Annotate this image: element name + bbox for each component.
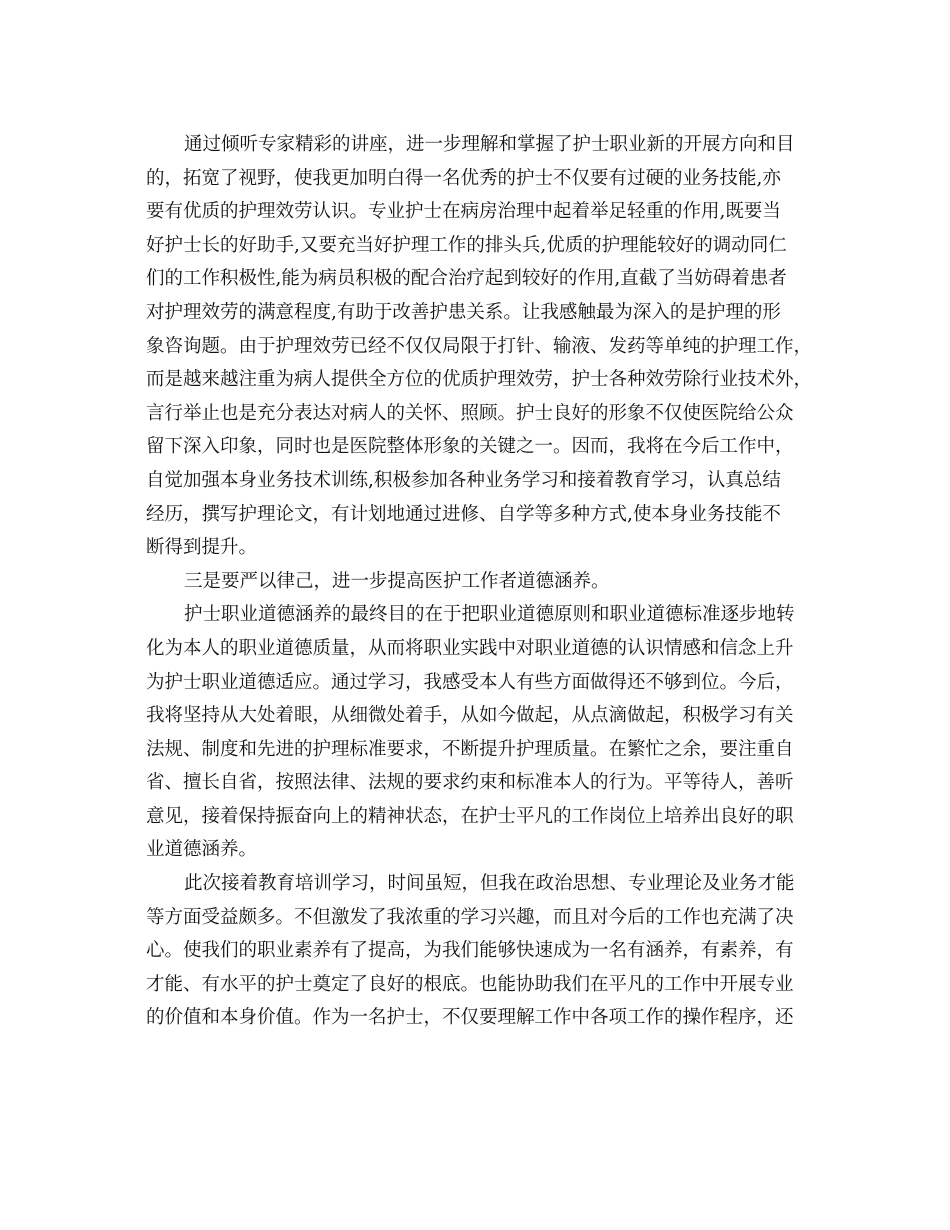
text-line: 心。使我们的职业素养有了提高，为我们能够快速成为一名有涵养，有素养，有 bbox=[146, 940, 794, 962]
text-line: 要有优质的护理效劳认识。专业护士在病房治理中起着举足轻重的作用,既要当 bbox=[146, 201, 781, 223]
text-line: 而是越来越注重为病人提供全方位的优质护理效劳，护士各种效劳除行业技术外， bbox=[146, 369, 813, 391]
document-body bbox=[146, 128, 812, 1035]
text-line: 此次接着教育培训学习，时间虽短，但我在政治思想、专业理论及业务才能 bbox=[184, 873, 795, 895]
text-line: 化为本人的职业道德质量，从而将职业实践中对职业道德的认识情感和信念上升 bbox=[146, 637, 794, 659]
text-line: 的，拓宽了视野，使我更加明白得一名优秀的护士不仅要有过硬的业务技能,亦 bbox=[146, 167, 781, 189]
text-line: 好护士长的好助手,又要充当好护理工作的排头兵,优质的护理能较好的调动同仁 bbox=[146, 234, 787, 256]
text-line: 对护理效劳的满意程度,有助于改善护患关系。让我感触最为深入的是护理的形 bbox=[146, 301, 781, 323]
text-line: 等方面受益颇多。不但激发了我浓重的学习兴趣，而且对今后的工作也充满了决 bbox=[146, 906, 794, 928]
paragraph-3 bbox=[146, 598, 812, 867]
text-line: 我将坚持从大处着眼，从细微处着手，从如今做起，从点滴做起，积极学习有关 bbox=[146, 705, 794, 727]
text-line: 才能、有水平的护士奠定了良好的根底。也能协助我们在平凡的工作中开展专业 bbox=[146, 973, 794, 995]
text-line: 为护士职业道德适应。通过学习，我感受本人有些方面做得还不够到位。今后， bbox=[146, 671, 794, 693]
text-line: 经历，撰写护理论文，有计划地通过进修、自学等多种方式,使本身业务技能不 bbox=[146, 503, 781, 525]
text-line: 护士职业道德涵养的最终目的在于把职业道德原则和职业道德标准逐步地转 bbox=[184, 604, 795, 626]
text-line: 言行举止也是充分表达对病人的关怀、照顾。护士良好的形象不仅使医院给公众 bbox=[146, 402, 794, 424]
text-line: 意见，接着保持振奋向上的精神状态，在护士平凡的工作岗位上培养出良好的职 bbox=[146, 805, 794, 827]
paragraph-1 bbox=[146, 128, 812, 565]
text-line: 法规、制度和先进的护理标准要求，不断提升护理质量。在繁忙之余，要注重自 bbox=[146, 738, 794, 760]
text-line: 业道德涵养。 bbox=[146, 839, 258, 861]
paragraph-2 bbox=[146, 565, 812, 599]
text-line: 省、擅长自省，按照法律、法规的要求约束和标准本人的行为。平等待人，善听 bbox=[146, 772, 794, 794]
text-line: 们的工作积极性,能为病员积极的配合治疗起到较好的作用,直截了当妨碍着患者 bbox=[146, 268, 787, 290]
paragraph-4 bbox=[146, 867, 812, 1035]
text-line: 自觉加强本身业务技术训练,积极参加各种业务学习和接着教育学习，认真总结 bbox=[146, 469, 781, 491]
text-line: 三是要严以律己，进一步提高医护工作者道德涵养。 bbox=[184, 570, 610, 592]
text-line: 留下深入印象，同时也是医院整体形象的关键之一。因而，我将在今后工作中， bbox=[146, 436, 794, 458]
text-line: 的价值和本身价值。作为一名护士，不仅要理解工作中各项工作的操作程序，还 bbox=[146, 1007, 794, 1029]
text-line: 断得到提升。 bbox=[146, 537, 258, 559]
text-line: 通过倾听专家精彩的讲座，进一步理解和掌握了护士职业新的开展方向和目 bbox=[184, 134, 795, 155]
text-line: 象咨询题。由于护理效劳已经不仅仅局限于打针、输液、发药等单纯的护理工作， bbox=[146, 335, 813, 357]
